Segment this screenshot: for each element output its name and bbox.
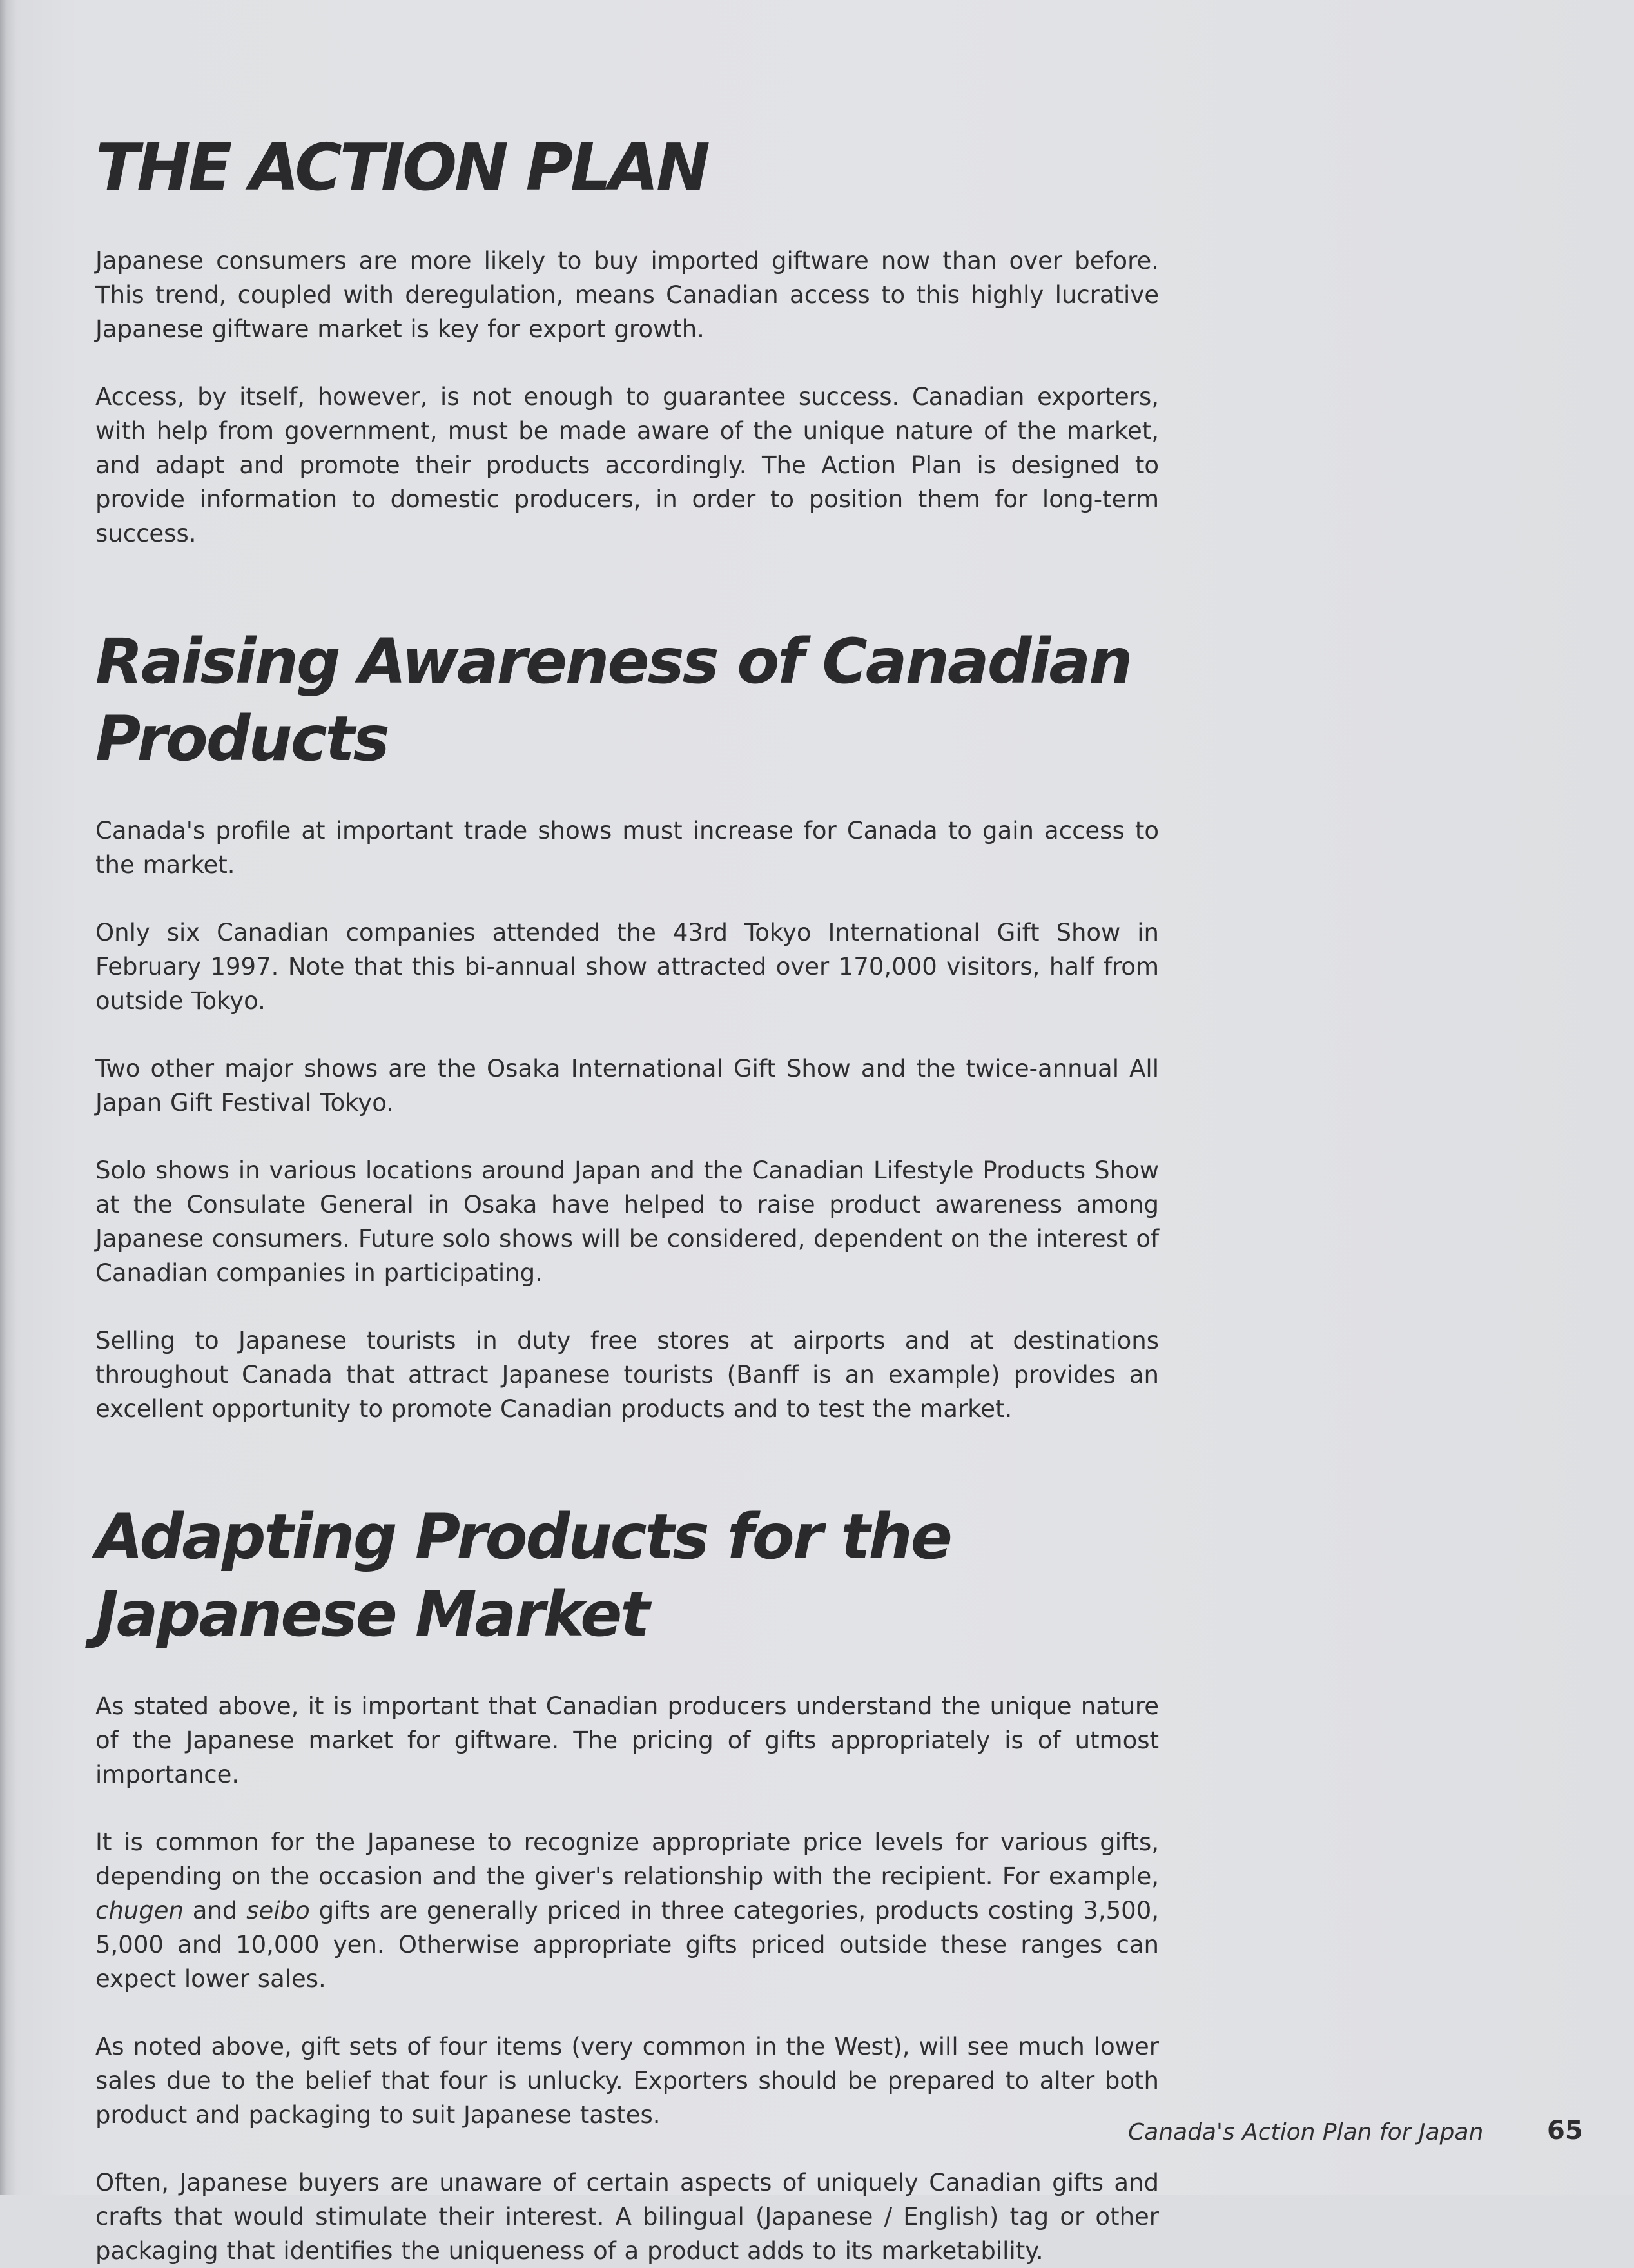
adapting-paragraph-3: As noted above, gift sets of four items (very common in the West), will see much lower sales due to the belief that four is unlucky. Exporters should be prepared to alter both product and packaging to suit Japanese tastes.: [95, 2033, 1159, 2129]
raising-paragraph-3: Two other major shows are the Osaka International Gift Show and the twice-annual All Japan Gift Festival Tokyo.: [95, 1055, 1159, 1117]
page-number: 65: [1547, 2116, 1583, 2146]
footer-running-title: Canada's Action Plan for Japan: [1128, 2119, 1484, 2146]
raising-paragraph-1: Canada's profile at important trade shows must increase for Canada to gain access to the market.: [95, 817, 1159, 879]
raising-paragraph-4: Solo shows in various locations around Japan and the Canadian Lifestyle Products Show at the Consulate General in Osaka have helped to raise product awareness among Japanese consumers. Future solo shows will be considered, dependent on the interest of Canadian companies in participating.: [95, 1157, 1159, 1287]
raising-paragraph-2: Only six Canadian companies attended the 43rd Tokyo International Gift Show in February 1997. Note that this bi-annual show attracted over 170,000 visitors, half from outside Tokyo.: [95, 919, 1159, 1015]
adapting-paragraph-2-text-a: It is common for the Japanese to recognize appropriate price levels for various gifts, depending on the occasion and the giver's relationship with the recipient. For example,: [95, 1828, 1159, 1890]
adapting-paragraph-2-and: and: [183, 1897, 247, 1924]
raising-awareness-heading: Raising Awareness of Canadian Products: [95, 625, 1131, 775]
intro-paragraph-1: Japanese consumers are more likely to buy imported giftware now than over before. This trend, coupled with deregulation, means Canadian access to this highly lucrative Japanese giftware market is key for export growth.: [95, 247, 1159, 343]
raising-paragraph-5: Selling to Japanese tourists in duty free stores at airports and at destinations throughout Canada that attract Japanese tourists (Banff is an example) provides an excellent opportunity to promote Canadian products and to test the market.: [95, 1327, 1159, 1423]
adapting-paragraph-2-text-b: gifts are generally priced in three categories, products costing 3,500, 5,000 and 10,000 yen. Otherwise appropriate gifts priced outside these ranges can expect lower sales.: [95, 1897, 1159, 1993]
page-title: THE ACTION PLAN: [95, 130, 708, 205]
adapting-paragraph-1: As stated above, it is important that Canadian producers understand the unique nature of the Japanese market for giftware. The pricing of gifts appropriately is of utmost importance.: [95, 1692, 1159, 1788]
adapting-products-heading: Adapting Products for the Japanese Market: [95, 1501, 951, 1650]
term-chugen: chugen: [95, 1897, 184, 1924]
intro-paragraph-2: Access, by itself, however, is not enough to guarantee success. Canadian exporters, with help from government, must be made aware of the unique nature of the market, and adapt and promote their products accordingly. The Action Plan is designed to provide information to domestic producers, in order to position them for long-term success.: [95, 383, 1159, 547]
adapting-paragraph-2: [95, 1825, 1159, 1996]
term-seibo: seibo: [246, 1897, 310, 1924]
adapting-paragraph-4: Often, Japanese buyers are unaware of certain aspects of uniquely Canadian gifts and crafts that would stimulate their interest. A bilingual (Japanese / English) tag or other packaging that identifies the uniqueness of a product adds to its marketability.: [95, 2169, 1159, 2265]
page-content: [95, 129, 1159, 2268]
